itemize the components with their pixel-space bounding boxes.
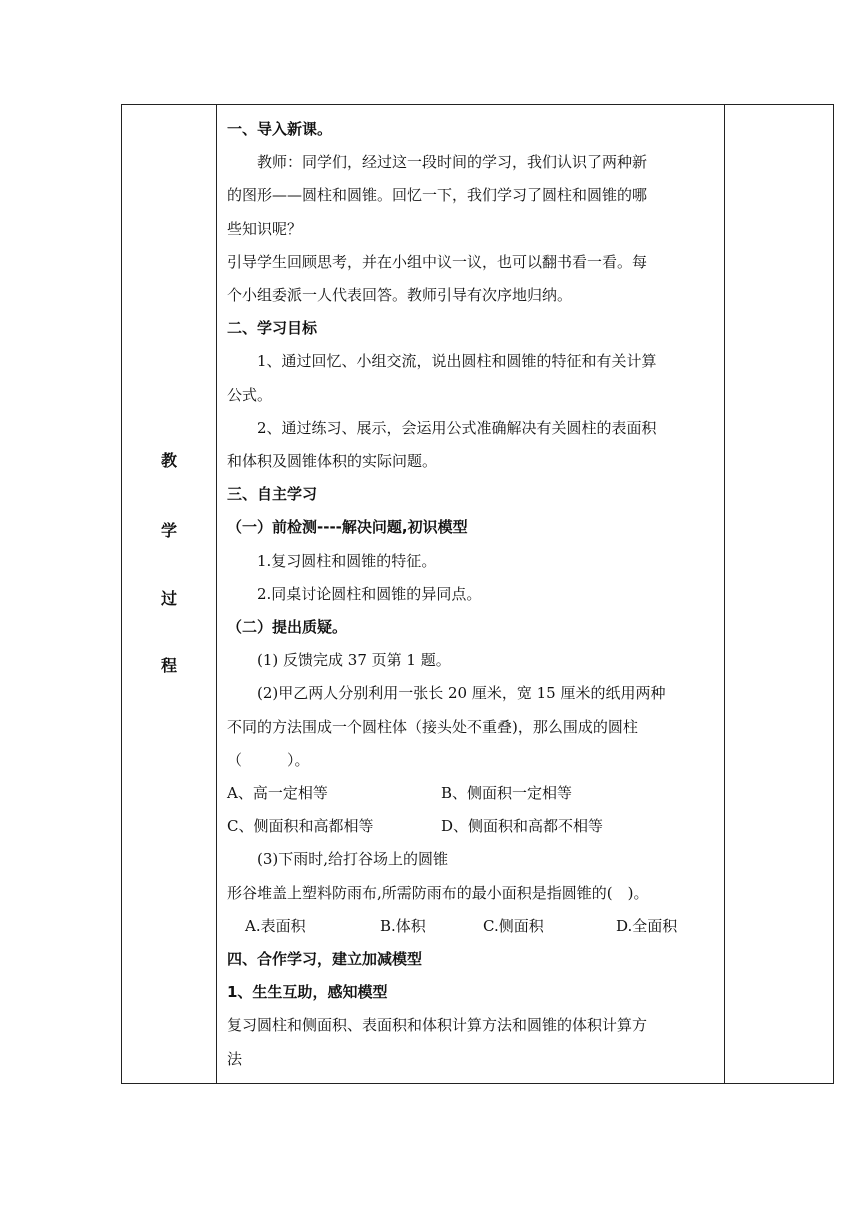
paragraph-line: 引导学生回顾思考，并在小组中议一议，也可以翻书看一看。每 — [227, 252, 648, 271]
paragraph-line: 2、通过练习、展示，会运用公式准确解决有关圆柱的表面积 — [257, 418, 657, 437]
paragraph-line: 和体积及圆锥体积的实际问题。 — [227, 452, 438, 471]
choice-b: B.体积 — [380, 916, 426, 935]
option-a: A、高一定相等 — [227, 784, 328, 803]
side-label-char: 程 — [160, 656, 177, 675]
choice-c: C.侧面积 — [483, 916, 544, 935]
paragraph-line: 个小组委派一人代表回答。教师引导有次序地归纳。 — [227, 286, 573, 305]
paragraph-line: 法 — [227, 1049, 243, 1068]
paragraph-line: 教师：同学们，经过这一段时间的学习，我们认识了两种新 — [257, 153, 648, 172]
section-heading: 三、自主学习 — [227, 485, 318, 504]
column-divider — [216, 105, 217, 1083]
subsection-heading: （二）提出质疑。 — [227, 618, 348, 637]
paragraph-line: 复习圆柱和侧面积、表面积和体积计算方法和圆锥的体积计算方 — [227, 1016, 648, 1035]
section-heading: 四、合作学习，建立加减模型 — [227, 950, 423, 969]
paragraph-line: （ ）。 — [227, 750, 310, 769]
side-label-char: 过 — [160, 589, 177, 608]
lesson-content — [227, 113, 721, 1076]
paragraph-line: (2)甲乙两人分别利用一张长 20 厘米，宽 15 厘米的纸用两种 — [257, 684, 666, 703]
choice-a: A.表面积 — [245, 916, 306, 935]
paragraph-line: 不同的方法围成一个圆柱体（接头处不重叠)，那么围成的圆柱 — [227, 717, 638, 736]
paragraph-line: 公式。 — [227, 385, 273, 404]
side-label-char: 学 — [160, 521, 177, 540]
option-c: C、侧面积和高都相等 — [227, 817, 374, 836]
paragraph-line: (1) 反馈完成 37 页第 1 题。 — [257, 651, 451, 670]
options-row — [227, 810, 721, 843]
paragraph-line: 1、通过回忆、小组交流，说出圆柱和圆锥的特征和有关计算 — [257, 352, 657, 371]
paragraph-line: 些知识呢？ — [227, 219, 303, 238]
options-row — [227, 777, 721, 810]
subsection-heading: 1、生生互助，感知模型 — [227, 983, 388, 1002]
section-heading: 一、导入新课。 — [227, 120, 333, 138]
lesson-table — [121, 104, 834, 1084]
paragraph-line: (3)下雨时,给打谷场上的圆锥 — [257, 850, 449, 869]
side-label-char: 教 — [160, 451, 177, 470]
choice-d: D.全面积 — [616, 916, 678, 935]
paragraph-line: 的图形——圆柱和圆锥。回忆一下，我们学习了圆柱和圆锥的哪 — [227, 186, 648, 205]
section-heading: 二、学习目标 — [227, 319, 318, 338]
options-row — [227, 910, 721, 943]
subsection-heading: （一）前检测----解决问题,初识模型 — [227, 518, 468, 537]
paragraph-line: 形谷堆盖上塑料防雨布,所需防雨布的最小面积是指圆锥的( )。 — [227, 883, 649, 902]
column-divider — [724, 105, 725, 1083]
option-d: D、侧面积和高都不相等 — [441, 817, 604, 836]
paragraph-line: 1.复习圆柱和圆锥的特征。 — [257, 551, 437, 570]
paragraph-line: 2.同桌讨论圆柱和圆锥的异同点。 — [257, 584, 482, 603]
option-b: B、侧面积一定相等 — [441, 784, 573, 803]
